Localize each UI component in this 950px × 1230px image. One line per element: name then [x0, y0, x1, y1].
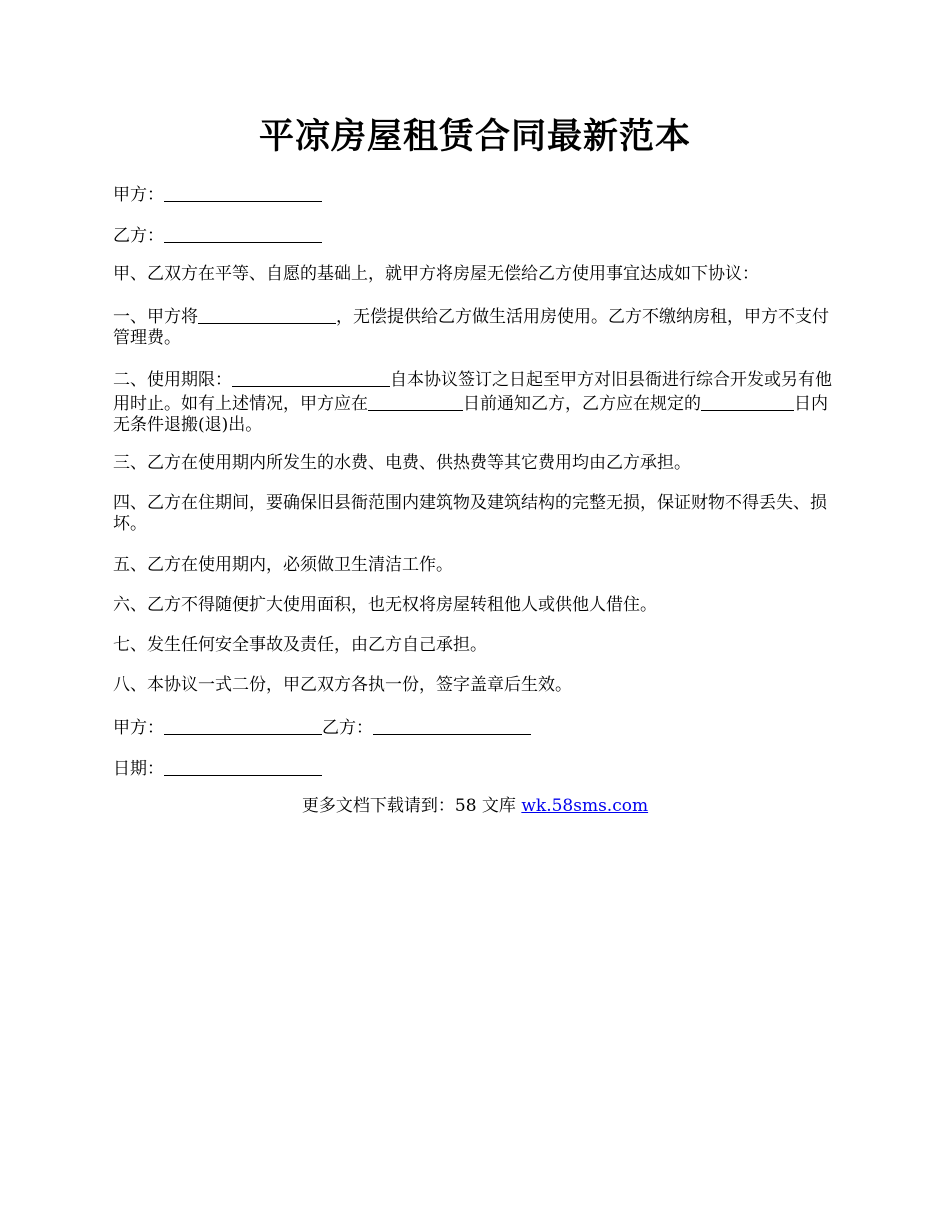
party-b-label: 乙方： [113, 226, 164, 246]
clause-1-part2: ，无偿提供给乙方做生活用房使用。乙方不缴纳房租，甲方不支付管理费。 [113, 307, 829, 348]
footer-text: 更多文档下载请到：58 文库 [301, 796, 522, 816]
document-title: 平凉房屋租赁合同最新范本 [258, 116, 691, 157]
clause-2-part3: 日前通知乙方，乙方应在规定的 [463, 394, 701, 414]
party-b-line [113, 223, 841, 247]
clause-2-blank-days-a [701, 393, 738, 411]
party-a-line [113, 182, 841, 206]
footer-link[interactable]: wk.58sms.com [521, 796, 649, 816]
clause-5: 五、乙方在使用期内，必须做卫生清洁工作。 [113, 555, 453, 575]
intro-paragraph: 甲、乙双方在平等、自愿的基础上，就甲方将房屋无偿给乙方使用事宜达成如下协议： [113, 264, 759, 284]
party-a-blank [164, 184, 322, 202]
clause-4: 四、乙方在住期间，要确保旧县衙范围内建筑物及建筑结构的完整无损，保证财物不得丢失、损坏。 [113, 493, 827, 534]
sign-party-b-blank [373, 717, 531, 735]
date-label: 日期： [113, 759, 164, 779]
clause-2-blank-notice [368, 393, 463, 411]
sign-party-a-label: 甲方： [113, 718, 164, 738]
date-line [113, 756, 841, 780]
party-a-label: 甲方： [113, 185, 164, 205]
clause-2 [113, 367, 841, 436]
clause-6: 六、乙方不得随便扩大使用面积，也无权将房屋转租他人或供他人借住。 [113, 595, 657, 615]
sign-party-a-blank [164, 717, 322, 735]
clause-8: 八、本协议一式二份，甲乙双方各执一份，签字盖章后生效。 [113, 675, 572, 695]
date-blank [164, 758, 322, 776]
clause-2-blank-days-b [738, 393, 794, 411]
clause-2-part2: 自本协议签订之日起至甲方对旧县衙进行综合开发或另有他用时止。如有上述情况，甲方应在 [113, 370, 832, 414]
clause-1-part1: 一、甲方将 [113, 307, 198, 327]
clause-2-part4: 日内无条件退搬(退)出。 [113, 394, 828, 435]
clause-2-blank-period [232, 369, 390, 387]
footer [0, 796, 950, 817]
party-b-blank [164, 225, 322, 243]
sign-party-b-label: 乙方： [322, 718, 373, 738]
clause-1 [113, 304, 841, 349]
clause-2-part1: 二、使用期限： [113, 370, 232, 390]
signature-line [113, 715, 841, 739]
clause-7: 七、发生任何安全事故及责任，由乙方自己承担。 [113, 635, 487, 655]
clause-3: 三、乙方在使用期内所发生的水费、电费、供热费等其它费用均由乙方承担。 [113, 453, 691, 473]
clause-1-blank [198, 306, 336, 324]
